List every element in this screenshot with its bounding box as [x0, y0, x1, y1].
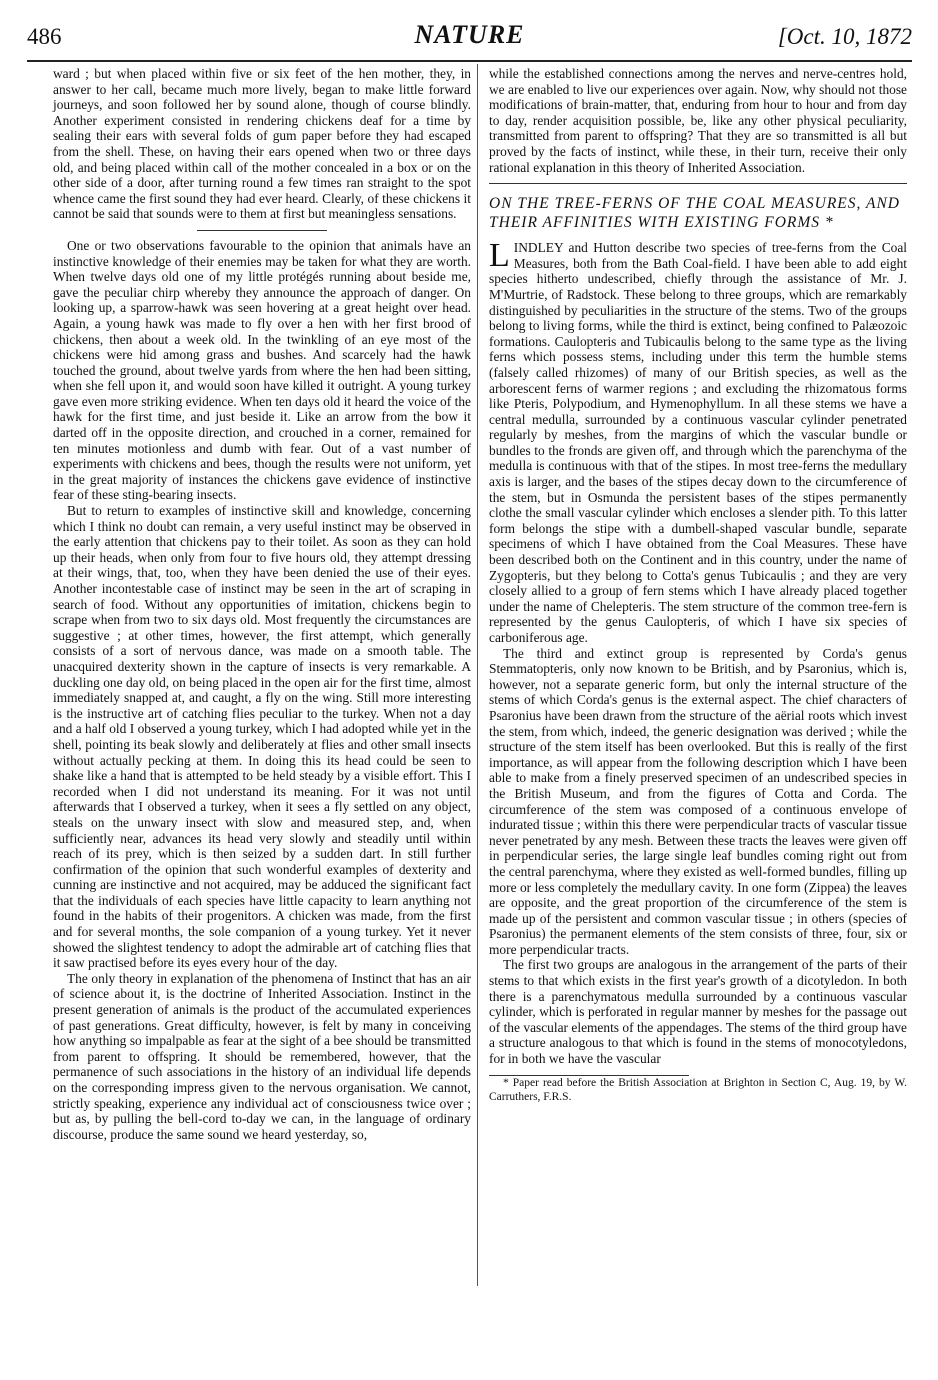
paragraph: The only theory in explanation of the phenomena of Instinct that has an air of science about it, is the doctrine of Inherited Association. Instinct in the present generation of animals is the product of the accumulated experiences of past generations. Great difficulty, however, is felt by many in conceiving how anything so impalpable as fear at the sight of a bee should be transmitted from parent to offspring. It should be remembered, however, that the permanence of such associations in the history of an individual life depends on the corresponding impress given to the nervous organisation. We cannot, strictly speaking, experience any individual act of consciousness twice over ; but as, by pulling the bell-cord to-day we can, in the language of ordinary discourse, produce the same sound we heard yesterday, so, — [53, 970, 471, 1142]
header-rule — [27, 60, 912, 62]
article-title: ON THE TREE-FERNS OF THE COAL MEASURES, AND THEIR AFFINITIES WITH EXISTING FORMS * — [489, 195, 900, 232]
drop-cap: L — [489, 237, 510, 275]
paragraph: But to return to examples of instinctive skill and knowledge, concerning which I think no doubt can remain, a very useful instinct may be observed in the early attention that chickens pay to their toilet. As soon as they can hold up their heads, when only from four to five hours old, they attempt dressing at their wings, that, too, when they have been denied the use of their eyes. Another incontestable case of instinct may be seen in the art of scraping in search of food. Without any opportunities of imitation, chickens begin to scrape when from two to six days old. Most frequently the circumstances are suggestive ; at other times, however, the first attempt, which generally consists of a sort of nervous dance, was made on a smooth table. The unacquired dexterity shown in the capture of insects is very remarkable. A duckling one day old, on being placed in the open air for the first time, almost immediately snapped at, and caught, a fly on the wing. Still more interesting is the instructive art of catching flies peculiar to the turkey. When not a day and a half old I observed a young turkey, which I had adopted while yet in the shell, pointing its beak slowly and deliberately at flies and other small insects without actually pecking at them. In doing this its head could be seen to shake like a hand that is attempted to be held steady by a visible effort. This I recorded when I did not understand its meaning. For it was not until afterwards that I observed a turkey, when it sees a fly settled on any object, steals on the unwary insect with slow and measured step, and, when sufficiently near, advances its head very slowly and steadily until within reach of its prey, which is then seized by a sudden dart. In still further confirmation of the opinion that such wonderful examples of dexterity and cunning are instinctive and not acquired, may be adduced the significant fact that the individuals of each species have little capacity to learn anything not found in the habits of their progenitors. A chicken was made, from the first and for several months, the sole companion of a young turkey. Yet it never showed the slightest tendency to adopt the admirable art of catching flies that it saw practised before its eyes every hour of the day. — [53, 503, 471, 971]
column-divider — [477, 64, 478, 1286]
paragraph: INDLEY and Hutton describe two species of tree-ferns from the Coal Measures, both from the Bath Coal-field. I have been able to add eight species hitherto undescribed, chiefly through the assistance of Mr. J. M'Murtrie, of Radstock. These belong to three groups, which are remarkably distinguished by peculiarities in the structure of the stems. Two of the groups belong to living forms, while the third is extinct, being confined to Palæozoic formations. Caulopteris and Tubicaulis belong to the same type as the living ferns which possess stems, including under this term the humble stems (falsely called rhizomes) of many of our British species, as well as the arborescent ferns of warmer regions ; and excluding the rhizomatous forms like Pteris, Polypodium, and Hymenophyllum. In all these stems we have a central medulla, surrounded by a continuous vascular cylinder penetrated regularly by meshes, from the margins of which the vascular bundle or bundles to the fronds are given off, and through which the parenchyma of the medulla is continuous with that of the stipes. In most tree-ferns the medullary axis is larger, and the bases of the stipes decay down to the circumference of the stem, but in Osmunda the persistent bases of the stipes permanently clothe the small vascular cylinder which encloses a slender pith. To this latter form belongs the stipe with a dumbell-shaped vascular bundle, separate specimens of which I have obtained from the Coal Measures. These have been described both on the Continent and in this country, under the name of Zygopteris, but they belong to Cotta's genus Tubicaulis ; and they are very closely allied to a group of fern stems which I have already placed together under the name of Chelepteris. The stem structure of the common tree-fern is represented by the genus Caulopteris, of which I have six species of carboniferous age. — [489, 240, 907, 645]
issue-date: [Oct. 10, 1872 — [777, 24, 912, 49]
paragraph: One or two observations favourable to the opinion that animals have an instinctive knowledge of their enemies may be taken for what they are worth. When twelve days old one of my little protégés running about beside me, gave the peculiar chirp whereby they announce the approach of danger. On looking up, a sparrow-hawk was seen hovering at a great height over head. Again, a young hawk was made to fly over a hen with her first brood of chickens, then about a week old. In the twinkling of an eye most of the chickens were hid among grass and bushes. And scarcely had the hawk touched the ground, about twelve yards from where the hen had been sitting, when she fell upon it, and would soon have killed it outright. A young turkey gave even more striking evidence. When ten days old it heard the voice of the hawk for the first time, and just beside it. Like an arrow from the bow it darted off in the opposite direction, and crouched in a corner, remained for ten minutes motionless and dumb with fear. Out of a vast number of experiments with chickens and bees, though the results were not uniform, yet in the great majority of instances the chickens gave evidence of instinctive fear of these sting-bearing insects. — [53, 237, 471, 503]
page-header — [27, 18, 912, 58]
article-rule — [489, 183, 907, 184]
left-column — [53, 66, 471, 1142]
paragraph: The third and extinct group is represented by Corda's genus Stemmatopteris, only now known to be British, and by Psaronius, which is, however, not a separate generic form, but only the internal structure of the stems of which Corda's genus is the external aspect. The chief characters of Psaronius have been drawn from the structure of the aërial roots which invest the stem, from which, indeed, the generic designation was derived ; while the structure of the stem itself has been overlooked. But this is really of the first importance, as will appear from the following description which I have been able to make from a finely preserved specimen of an undescribed species in the British Museum, and from the figures of Cotta and Corda. The circumference of the stem was composed of a continuous envelope of indurated tissue ; within this there were perpendicular tracts of vascular tissue never penetrated by any mesh. Between these tracts the leaves were given off in perpendicular series, the large single leaf bundles coming right out from the central parenchyma, where they existed as well-formed bundles, filling up more or less completely the medullary cavity. In one form (Zippea) the leaves are opposite, and the great proportion of the circumference of the stem is made up of the persistent and common vascular tissue ; in others (species of Psaronius) the permanent elements of the stem consists of three, four, six or more perpendicular tracts. — [489, 645, 907, 957]
paragraph: while the established connections among the nerves and nerve-centres hold, we are enabled to live our experiences over again. Now, why should not those modifications of brain-matter, that, enduring from hour to hour and from day to day, render acquisition possible, be, like any other physical peculiarity, transmitted from parent to offspring? That they are so transmitted is all but proved by the facts of instinct, while these, in their turn, receive their only rational explanation in this theory of Inherited Association. — [489, 66, 907, 175]
paragraph: ward ; but when placed within five or six feet of the hen mother, they, in answer to her call, became much more lively, began to make little forward journeys, and soon followed her by sound alone, though of course blindly. Another experiment consisted in rendering chickens deaf for a time by sealing their ears with several folds of gum paper before they had escaped from the shell. These, on having their ears opened when two or three days old, and being placed within call of the mother concealed in a box or on the other side of a door, after turning round a few times ran straight to the spot whence came the first sound they had ever heard. Clearly, of these chickens it cannot be said that sounds were to them at first but meaningless sensations. — [53, 66, 471, 222]
section-divider — [197, 230, 327, 231]
footnote: * Paper read before the British Association at Brighton in Section C, Aug. 19, by W. Carruthers, F.R.S. — [489, 1076, 907, 1103]
page-number: 486 — [27, 24, 62, 49]
journal-title: NATURE — [414, 20, 525, 49]
right-column — [489, 66, 907, 1104]
paragraph: The first two groups are analogous in the arrangement of the parts of their stems to that which exists in the first year's growth of a dicotyledon. In both there is a parenchymatous medulla surrounded by a continuous vascular cylinder, which is perforated in regular manner by meshes for the passage out of the vascular elements of the appendages. The stems of the third group have a structure analogous to that which is found in the stems of monocotyledons, for in both we have the vascular — [489, 957, 907, 1067]
